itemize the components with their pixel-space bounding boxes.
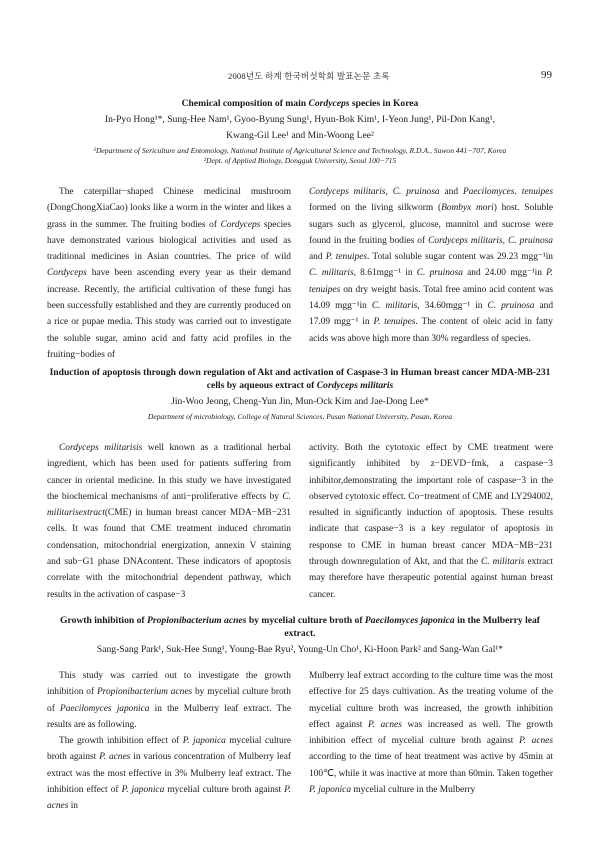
running-title: 2008년도 하계 한국버섯학회 발표논문 초록	[228, 71, 390, 81]
article-apoptosis-cme	[47, 366, 553, 600]
body-paragraph: Mulberry leaf extract according to the culture time was the most effective for 25 days cultivation. As the treating volume of the mycelial culture broth was increased, the growth inhibition effect against P. acnes was increased as well. The growth inhibition effect of mycelial culture broth against P. acnes according to the time of heat treatment was active by 45min at 100℃, while it was inactive at more than 60min. Taken together P. japonica mycelial culture in the Mulberry	[309, 671, 553, 796]
article-title: Growth inhibition of Propionibacterium acnes by mycelial culture broth of Paecilomyces japonica in the Mulberry leaf extract.	[60, 615, 540, 639]
body-paragraph: activity. Both the cytotoxic effect by CME treatment were significantly inhibited by z−DEVD−fmk, a caspase−3 inhibitor,demonstrating the important role of caspase−3 in the observed cytotoxic effect. Co−treatment of CME and LY294002, resulted in significantly induction of apoptosis. These results indicate that caspase−3 is a key regulator of apoptosis in response to CME in human breast cancer MDA−MB−231 through downregulation of Akt, and that the C. militaris extract may therefore have therapeutic potential against human breast cancer.	[309, 443, 553, 600]
article-cordyceps-composition	[47, 97, 554, 360]
body-paragraph: Cordyceps militarisis well known as a traditional herbal ingredient, which has been used for patients suffering from cancer in oriental medicine. In this study we have investigated the biochemical mechanisms of anti−proliferative effects by C. militarisextract(CME) in human breast cancer MDA−MB−231 cells. It was found that CME treatment induced chromatin condensation, mitochondrial energization, annexin V staining and sub−G1 phase DNAcontent. These indicators of apoptosis correlate with the mitochondrial dependent pathway, which results in the activation of caspase−3	[47, 443, 291, 600]
article-affiliation: Department of microbiology, College of Natural Sciences, Pusan National University, Pusan, Korea	[147, 412, 453, 421]
body-paragraph: This study was carried out to investigate the growth inhibition of Propionibacterium acnes by mycelial culture broth of Paecilomyces japonica in the Mulberry leaf extract. The results are as following.	[47, 671, 291, 730]
running-header	[0, 70, 600, 84]
body-column-right	[309, 184, 553, 347]
body-column-left	[47, 440, 291, 603]
body-paragraph: The growth inhibition effect of P. japonica mycelial culture broth against P. acnes in various concentration of Mulberry leaf extract was the most effective in 3% Mulberry leaf extract. The inhibition effect of P. japonica mycelial culture broth against P. acnes in	[47, 736, 292, 812]
article-body	[47, 440, 553, 600]
article-authors: In-Pyo Hong¹*, Sung-Hee Nam¹, Gyoo-Byung Sung¹, Hyun-Bok Kim¹, I-Yeon Jung¹, Pil-Don Kang¹, Kwang-Gil Lee¹ and Min-Woong Lee²	[104, 114, 496, 141]
article-title: Chemical composition of main Cordyceps species in Korea	[181, 98, 419, 109]
body-column-left	[47, 184, 291, 363]
article-acnes-inhibition	[47, 614, 553, 812]
article-authors: Jin-Woo Jeong, Cheng-Yun Jin, Mun-Ock Kim and Jae-Dong Lee*	[171, 396, 429, 407]
article-body	[47, 184, 554, 360]
article-title: Induction of apoptosis through down regulation of Akt and activation of Caspase-3 in Human breast cancer MDA-MB-231 cells by aqueous extract of Cordyceps militaris	[49, 367, 551, 391]
body-paragraph: The caterpillar−shaped Chinese medicinal mushroom (DongChongXiaCao) looks like a worm in the winter and likes a grass in the summer. The fruiting bodies of Cordyceps species have demonstrated various biological activities and used as traditional medicines in Asian countries. The price of wild Cordyceps have been ascending every year as their demand increase. Recently, the artificial cultivation of these fungi has been successfully established and they are currently produced on a rice or pupae media. This study was carried out to investigate the soluble sugar, amino acid and fatty acid profiles in the fruiting−bodies of	[47, 187, 291, 360]
article-body	[47, 668, 553, 812]
body-column-left	[47, 668, 291, 815]
article-authors: Sang-Sang Park¹, Suk-Hee Sung¹, Young-Bae Ryu², Young-Un Cho¹, Ki-Hoon Park² and Sang-Wan Gal¹*	[96, 644, 504, 655]
body-column-right	[309, 440, 553, 603]
body-paragraph: Cordyceps militaris, C. pruinosa and Paecilomyces. tenuipes formed on the living silkworm (Bombyx mori) host. Soluble sugars such as glycerol, glucose, mannitol and sucrose were found in the fruiting bodies of Cordyceps militaris, C. pruinosa and P. tenuipes. Total soluble sugar content was 29.23 mgg⁻¹in C. militaris, 8.61mgg⁻¹ in C. pruinosa and 24.00 mgg⁻¹in P. tenuipes on dry weight basis. Total free amino acid content was 14.09 mgg⁻¹in C. militaris, 34.60mgg⁻¹ in C. pruinosa and 17.09 mgg⁻¹ in P. tenuipes. The content of oleic acid in fatty acids was above high more than 30% regardless of species.	[309, 187, 554, 344]
body-column-right	[309, 668, 553, 798]
page-number: 99	[541, 69, 552, 81]
article-affiliation: ¹Department of Sericulture and Entomology, National Institute of Agricultural Science and Technology, R.D.A., Suwon 441−707, Korea ²Dept. of Applied Biology, Dongguk University, Seoul 100−715	[93, 146, 507, 165]
